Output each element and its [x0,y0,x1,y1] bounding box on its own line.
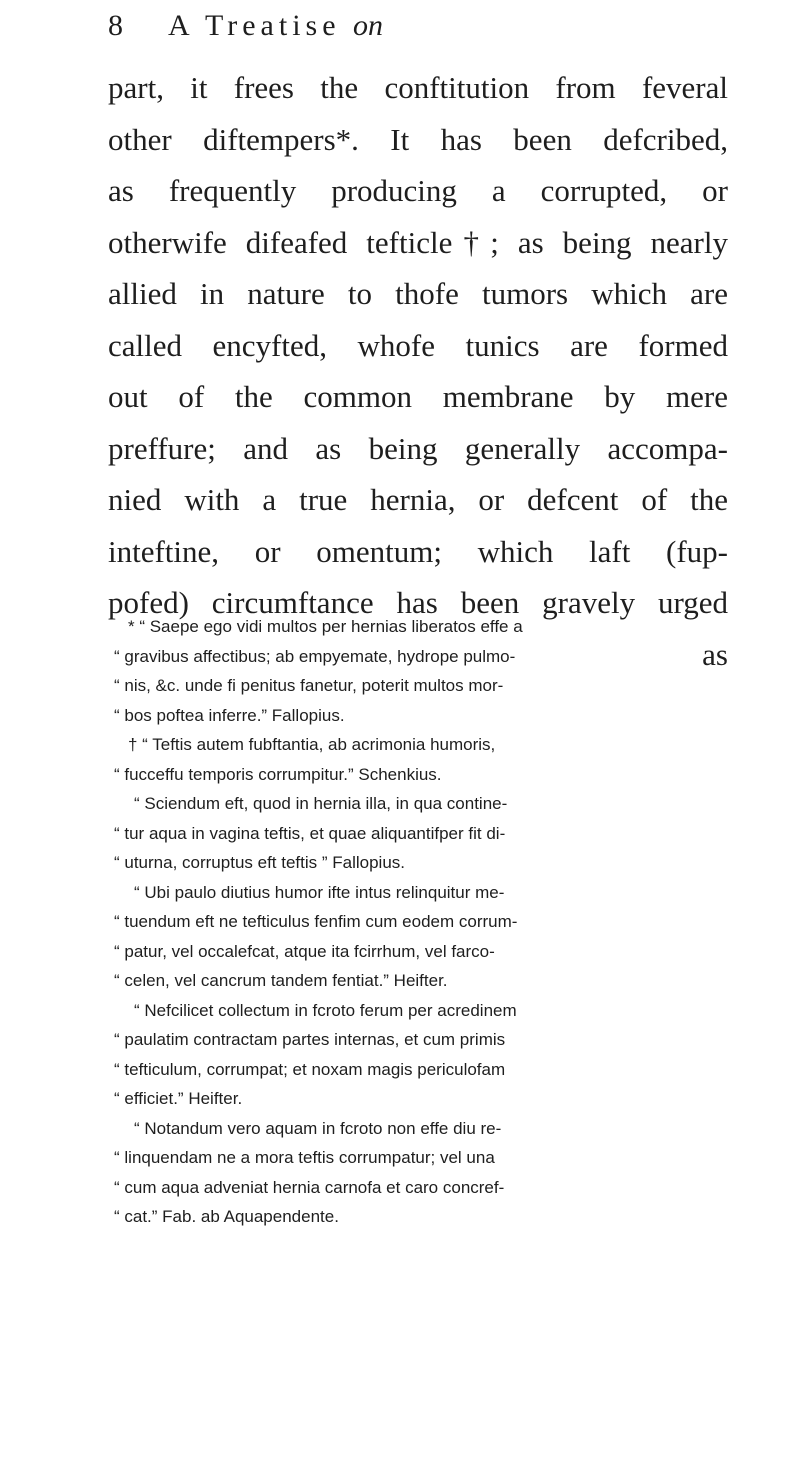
running-title-main: A Treatise [168,9,341,42]
footnote-line: “ nis, &c. unde fi penitus fanetur, poterit multos mor- [114,676,504,695]
text-line: out of the common membrane by mere [108,379,728,414]
footnote-line: “ efficiet.” Heifter. [114,1089,243,1108]
footnote-line: “ tefticulum, corrumpat; et noxam magis periculofam [114,1059,506,1079]
text-line: pofed) circumftance has been gravely urged [108,585,728,620]
footnote-line: “ linquendam ne a mora teftis corrumpatur; vel una [114,1148,495,1167]
footnote-line: “ fucceffu temporis corrumpitur.” Schenkius. [114,764,442,784]
running-title [168,6,383,46]
footnote-line: “ Sciendum eft, quod in hernia illa, in qua contine- [134,794,508,813]
running-header [108,6,728,46]
footnote-line: “ cat.” Fab. ab Aquapendente. [114,1207,339,1226]
footnote-line: “ tur aqua in vagina teftis, et quae aliquantifper fit di- [114,823,506,843]
footnotes [108,612,728,1232]
footnote-line: † “ Teftis autem fubftantia, ab acrimonia humoris, [128,735,496,754]
footnote-line: * “ Saepe ego vidi multos per hernias liberatos effe a [128,617,523,636]
text-line: otherwife difeafed tefticle†; as being nearly [108,224,728,260]
text-line: nied with a true hernia, or defcent of the [108,482,728,517]
footnote-line: “ gravibus affectibus; ab empyemate, hydrope pulmo- [114,646,516,666]
footnote-line: “ paulatim contractam partes internas, et cum primis [114,1030,506,1049]
footnote-line: “ celen, vel cancrum tandem fentiat.” Heifter. [114,971,448,990]
text-line: allied in nature to thofe tumors which are [108,276,728,311]
footnote-line: “ tuendum eft ne tefticulus fenfim cum eodem corrum- [114,912,518,931]
catchword: as [702,636,728,672]
footnote-line: “ bos poftea inferre.” Fallopius. [114,705,345,725]
text-line: as frequently producing a corrupted, or [108,173,728,208]
text-line: inteftine, or omentum; which laft (fup- [108,533,728,569]
text-line: preffure; and as being generally accompa- [108,430,728,466]
footnote-line: “ Nefcilicet collectum in fcroto ferum per acredinem [134,1000,517,1020]
text-line: called encyfted, whofe tunics are formed [108,327,728,363]
footnote-line: “ Ubi paulo diutius humor ifte intus relinquitur me- [134,882,505,902]
footnote-line: “ cum aqua adveniat hernia carnofa et caro concref- [114,1177,505,1197]
text-line: other diftempers*. It has been defcribed, [108,121,728,157]
footnote-line: “ Notandum vero aquam in fcroto non effe diu re- [134,1118,502,1138]
text-line: part, it frees the conftitution from feveral [108,70,728,105]
page-number: 8 [108,9,123,42]
footnote-line: “ patur, vel occalefcat, atque ita fcirrhum, vel farco- [114,941,495,961]
running-title-suffix: on [353,9,384,42]
main-text [108,62,728,680]
footnote-line: “ uturna, corruptus eft teftis ” Fallopius. [114,853,406,872]
